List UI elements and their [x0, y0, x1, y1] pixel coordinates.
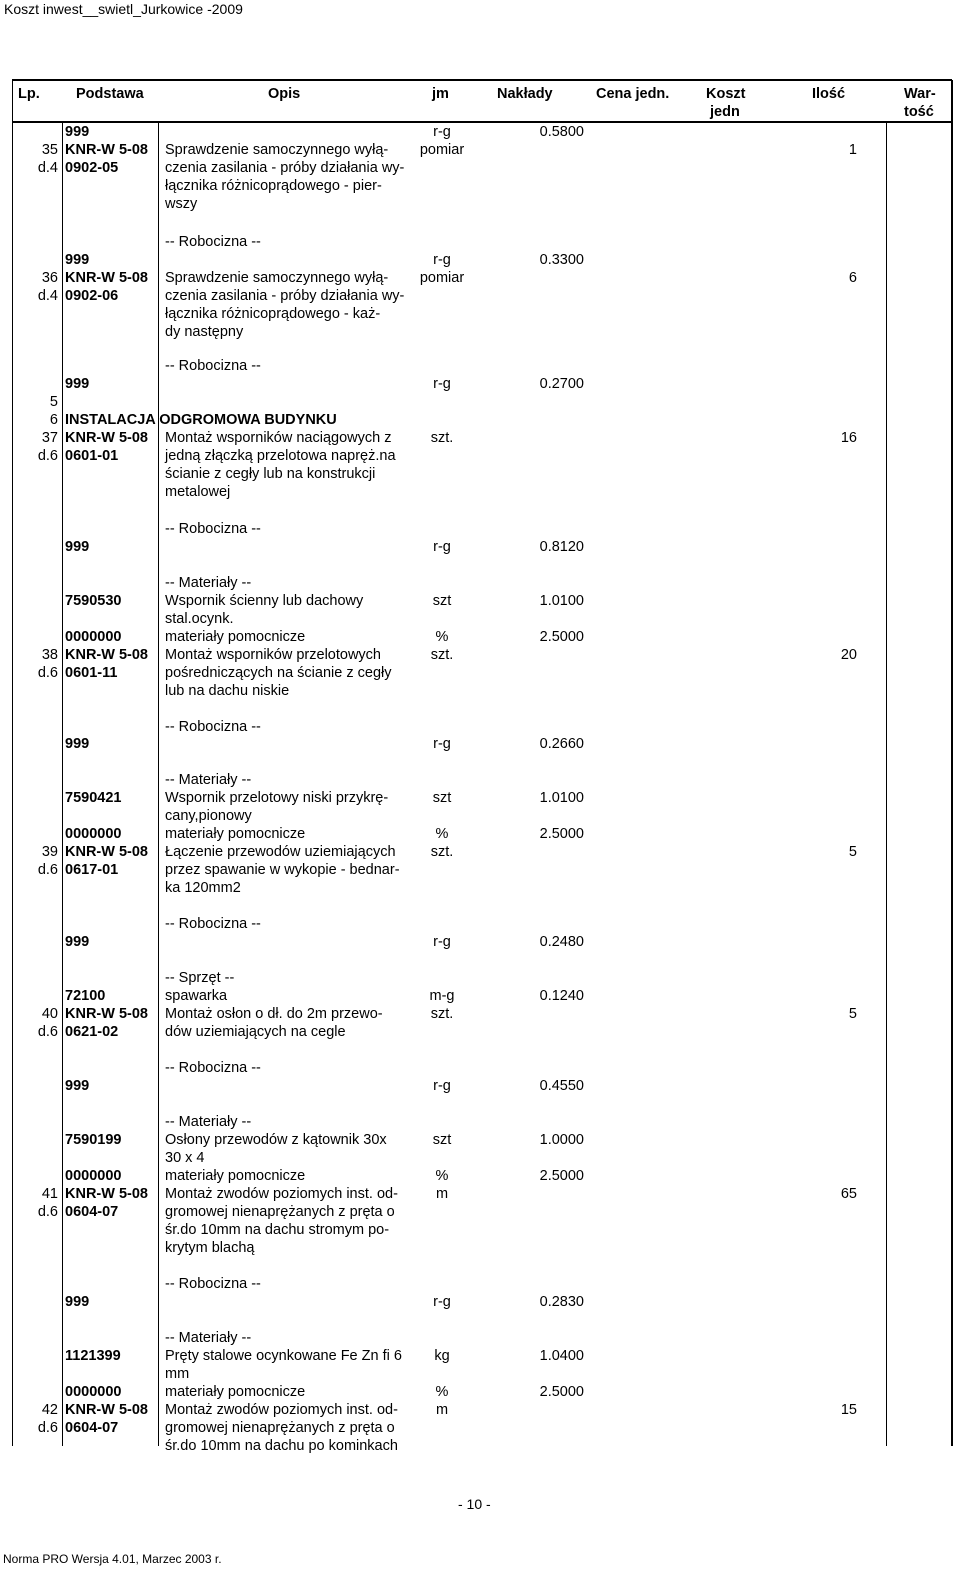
cell-podstawa: KNR-W 5-08: [65, 1402, 148, 1418]
cell-opis: wszy: [165, 196, 198, 212]
cell-opis: -- Sprzęt --: [165, 970, 235, 986]
cell-lp: d.6: [37, 862, 58, 878]
cell-ilosc: 16: [840, 430, 857, 446]
cell-jm: szt: [432, 790, 452, 806]
window-title-bar: [0, 0, 960, 18]
cell-lp: d.6: [37, 1204, 58, 1220]
cell-opis: ka 120mm2: [165, 880, 241, 896]
cell-jm: pomiar: [419, 142, 465, 158]
cell-podstawa: 0000000: [65, 1168, 122, 1184]
cell-jm: r-g: [433, 736, 451, 752]
cell-opis: Sprawdzenie samoczynnego wyłą-: [165, 142, 389, 158]
header-podstawa: Podstawa: [76, 86, 144, 102]
cell-podstawa: 7590421: [65, 790, 122, 806]
header-naklady: Nakłady: [497, 86, 553, 102]
cell-naklady: 0.8120: [539, 539, 584, 555]
cell-lp: 40: [41, 1006, 58, 1022]
cell-opis: -- Robocizna --: [165, 916, 261, 932]
cell-opis: -- Robocizna --: [165, 1276, 261, 1292]
col-divider-podstawa: [158, 122, 159, 1446]
cell-lp: 5: [49, 394, 58, 410]
cell-ilosc: 1: [848, 142, 857, 158]
header-wartosc-line2: tość: [904, 104, 934, 120]
cell-podstawa: KNR-W 5-08: [65, 430, 148, 446]
cell-opis: Montaż wsporników przelotowych: [165, 647, 381, 663]
cell-jm: %: [435, 826, 449, 842]
cell-opis: -- Robocizna --: [165, 358, 261, 374]
header-jm: jm: [432, 86, 449, 102]
cell-podstawa: KNR-W 5-08: [65, 647, 148, 663]
cell-opis: ścianie z cegły lub na konstrukcji: [165, 466, 376, 482]
cell-podstawa: 0604-07: [65, 1420, 119, 1436]
cell-podstawa: 0617-01: [65, 862, 119, 878]
cell-opis: Montaż zwodów poziomych inst. od-: [165, 1186, 398, 1202]
col-divider-left: [12, 80, 13, 1446]
cell-naklady: 2.5000: [539, 1168, 584, 1184]
cell-jm: kg: [434, 1348, 450, 1364]
cell-podstawa: 0902-05: [65, 160, 119, 176]
cell-opis: mm: [165, 1366, 190, 1382]
cell-podstawa: 999: [65, 736, 90, 752]
header-opis: Opis: [268, 86, 301, 102]
cell-opis: krytym blachą: [165, 1240, 255, 1256]
cell-opis: lub na dachu niskie: [165, 683, 290, 699]
cell-naklady: 1.0100: [539, 790, 584, 806]
cell-lp: d.6: [37, 1024, 58, 1040]
cell-naklady: 1.0100: [539, 593, 584, 609]
cell-ilosc: 15: [840, 1402, 857, 1418]
cell-ilosc: 5: [848, 1006, 857, 1022]
cell-jm: r-g: [433, 124, 451, 140]
cell-lp: d.6: [37, 665, 58, 681]
cell-podstawa: KNR-W 5-08: [65, 270, 148, 286]
cell-lp: 41: [41, 1186, 58, 1202]
cell-lp: d.6: [37, 1420, 58, 1436]
cell-jm: %: [435, 1384, 449, 1400]
cell-opis: metalowej: [165, 484, 231, 500]
cell-jm: m: [435, 1402, 449, 1418]
cell-opis: materiały pomocnicze: [165, 1168, 306, 1184]
window-title: Koszt inwest__swietl_Jurkowice -2009: [4, 1, 243, 17]
cell-opis: łącznika różnicoprądowego - każ-: [165, 306, 381, 322]
header-wartosc: War-: [904, 86, 936, 102]
cell-opis: cany,pionowy: [165, 808, 252, 824]
cell-opis: spawarka: [165, 988, 228, 1004]
cell-jm: pomiar: [419, 270, 465, 286]
cell-opis: materiały pomocnicze: [165, 826, 306, 842]
cell-jm: m: [435, 1186, 449, 1202]
page-number: - 10 -: [458, 1496, 491, 1512]
cell-jm: szt.: [430, 1006, 454, 1022]
cell-jm: r-g: [433, 252, 451, 268]
cell-jm: szt.: [430, 844, 454, 860]
cell-naklady: 0.2480: [539, 934, 584, 950]
cell-jm: %: [435, 1168, 449, 1184]
cell-lp: d.4: [37, 288, 58, 304]
cell-podstawa: KNR-W 5-08: [65, 1006, 148, 1022]
cell-lp: 36: [41, 270, 58, 286]
header-koszt: Koszt: [706, 86, 746, 102]
cell-podstawa: 999: [65, 124, 90, 140]
cell-podstawa: 999: [65, 1078, 90, 1094]
cell-lp: 37: [41, 430, 58, 446]
cell-lp: 6: [49, 412, 58, 428]
header-lp: Lp.: [18, 86, 40, 102]
cell-podstawa: KNR-W 5-08: [65, 142, 148, 158]
cell-opis: dy następny: [165, 324, 244, 340]
cell-opis: stal.ocynk.: [165, 611, 234, 627]
cell-naklady: 2.5000: [539, 826, 584, 842]
cell-podstawa: 72100: [65, 988, 106, 1004]
cell-opis: Osłony przewodów z kątownik 30x: [165, 1132, 387, 1148]
cell-naklady: 0.3300: [539, 252, 584, 268]
cell-opis: Montaż osłon o dł. do 2m przewo-: [165, 1006, 383, 1022]
cell-opis: -- Materiały --: [165, 1114, 252, 1130]
cell-opis: gromowej nienaprężanych z pręta o: [165, 1420, 395, 1436]
cell-podstawa: KNR-W 5-08: [65, 844, 148, 860]
cell-naklady: 0.2660: [539, 736, 584, 752]
cell-podstawa: 0604-07: [65, 1204, 119, 1220]
cell-podstawa: 0000000: [65, 1384, 122, 1400]
cell-opis: śr.do 10mm na dachu po kominkach: [165, 1438, 398, 1454]
cell-lp: 38: [41, 647, 58, 663]
cell-podstawa: 1121399: [65, 1348, 121, 1364]
cell-naklady: 0.4550: [539, 1078, 584, 1094]
cell-opis: Wspornik przelotowy niski przykrę-: [165, 790, 389, 806]
cell-naklady: 0.2830: [539, 1294, 584, 1310]
cell-opis: przez spawanie w wykopie - bednar-: [165, 862, 400, 878]
cell-opis: 30 x 4: [165, 1150, 205, 1166]
header-ilosc: Ilość: [812, 86, 846, 102]
header-koszt-line2: jedn: [710, 104, 740, 120]
cell-podstawa: INSTALACJA ODGROMOWA BUDYNKU: [65, 412, 337, 428]
cell-jm: szt: [432, 593, 452, 609]
cell-podstawa: 0000000: [65, 826, 122, 842]
cell-lp: 42: [41, 1402, 58, 1418]
cell-opis: -- Materiały --: [165, 1330, 252, 1346]
cell-opis: Sprawdzenie samoczynnego wyłą-: [165, 270, 389, 286]
cell-naklady: 1.0400: [539, 1348, 584, 1364]
header-top-rule: [12, 79, 952, 81]
cell-jm: r-g: [433, 1294, 451, 1310]
cell-podstawa: 7590530: [65, 593, 122, 609]
cell-jm: r-g: [433, 376, 451, 392]
cell-opis: Wspornik ścienny lub dachowy: [165, 593, 364, 609]
cell-podstawa: KNR-W 5-08: [65, 1186, 148, 1202]
cell-opis: -- Robocizna --: [165, 234, 261, 250]
cell-naklady: 0.2700: [539, 376, 584, 392]
cell-jm: r-g: [433, 934, 451, 950]
header-cena: Cena jedn.: [596, 86, 670, 102]
cell-podstawa: 999: [65, 376, 90, 392]
cell-podstawa: 0000000: [65, 629, 122, 645]
cell-lp: d.4: [37, 160, 58, 176]
cell-opis: jedną złączką przelotowa napręż.na: [165, 448, 396, 464]
cell-opis: materiały pomocnicze: [165, 629, 306, 645]
cell-podstawa: 0621-02: [65, 1024, 119, 1040]
cell-opis: łącznika różnicoprądowego - pier-: [165, 178, 382, 194]
cell-podstawa: 0601-11: [65, 665, 118, 681]
cell-podstawa: 999: [65, 252, 90, 268]
cell-opis: -- Robocizna --: [165, 1060, 261, 1076]
cell-opis: śr.do 10mm na dachu stromym po-: [165, 1222, 390, 1238]
cell-opis: Łączenie przewodów uziemiających: [165, 844, 396, 860]
col-divider-lp: [62, 122, 63, 1446]
cell-opis: czenia zasilania - próby działania wy-: [165, 160, 405, 176]
cell-naklady: 2.5000: [539, 629, 584, 645]
cell-ilosc: 5: [848, 844, 857, 860]
cell-lp: d.6: [37, 448, 58, 464]
cell-podstawa: 0902-06: [65, 288, 119, 304]
cell-jm: r-g: [433, 1078, 451, 1094]
cell-lp: 39: [41, 844, 58, 860]
cell-podstawa: 7590199: [65, 1132, 122, 1148]
cell-ilosc: 6: [848, 270, 857, 286]
cell-jm: szt: [432, 1132, 452, 1148]
cell-jm: szt.: [430, 647, 454, 663]
col-divider-ilosc: [886, 122, 887, 1446]
software-footer: Norma PRO Wersja 4.01, Marzec 2003 r.: [3, 1552, 222, 1566]
cell-podstawa: 999: [65, 539, 90, 555]
cell-opis: Pręty stalowe ocynkowane Fe Zn fi 6: [165, 1348, 402, 1364]
cell-lp: 35: [41, 142, 58, 158]
cell-jm: r-g: [433, 539, 451, 555]
cell-ilosc: 65: [840, 1186, 857, 1202]
cell-opis: -- Robocizna --: [165, 719, 261, 735]
cell-ilosc: 20: [840, 647, 857, 663]
cell-naklady: 2.5000: [539, 1384, 584, 1400]
cell-podstawa: 999: [65, 934, 90, 950]
cell-naklady: 0.1240: [539, 988, 584, 1004]
cell-naklady: 1.0000: [539, 1132, 584, 1148]
cell-podstawa: 999: [65, 1294, 90, 1310]
cell-opis: gromowej nienaprężanych z pręta o: [165, 1204, 395, 1220]
cell-opis: pośredniczących na ścianie z cegły: [165, 665, 392, 681]
cell-opis: czenia zasilania - próby działania wy-: [165, 288, 405, 304]
cell-opis: dów uziemiających na cegle: [165, 1024, 346, 1040]
cell-opis: -- Materiały --: [165, 772, 252, 788]
cell-opis: Montaż zwodów poziomych inst. od-: [165, 1402, 398, 1418]
cell-naklady: 0.5800: [539, 124, 584, 140]
cell-opis: -- Materiały --: [165, 575, 252, 591]
cell-jm: m-g: [429, 988, 455, 1004]
cell-podstawa: 0601-01: [65, 448, 119, 464]
cell-jm: %: [435, 629, 449, 645]
cell-opis: Montaż wsporników naciągowych z: [165, 430, 392, 446]
cell-opis: -- Robocizna --: [165, 521, 261, 537]
cell-opis: materiały pomocnicze: [165, 1384, 306, 1400]
cell-jm: szt.: [430, 430, 454, 446]
col-divider-right: [951, 80, 953, 1446]
